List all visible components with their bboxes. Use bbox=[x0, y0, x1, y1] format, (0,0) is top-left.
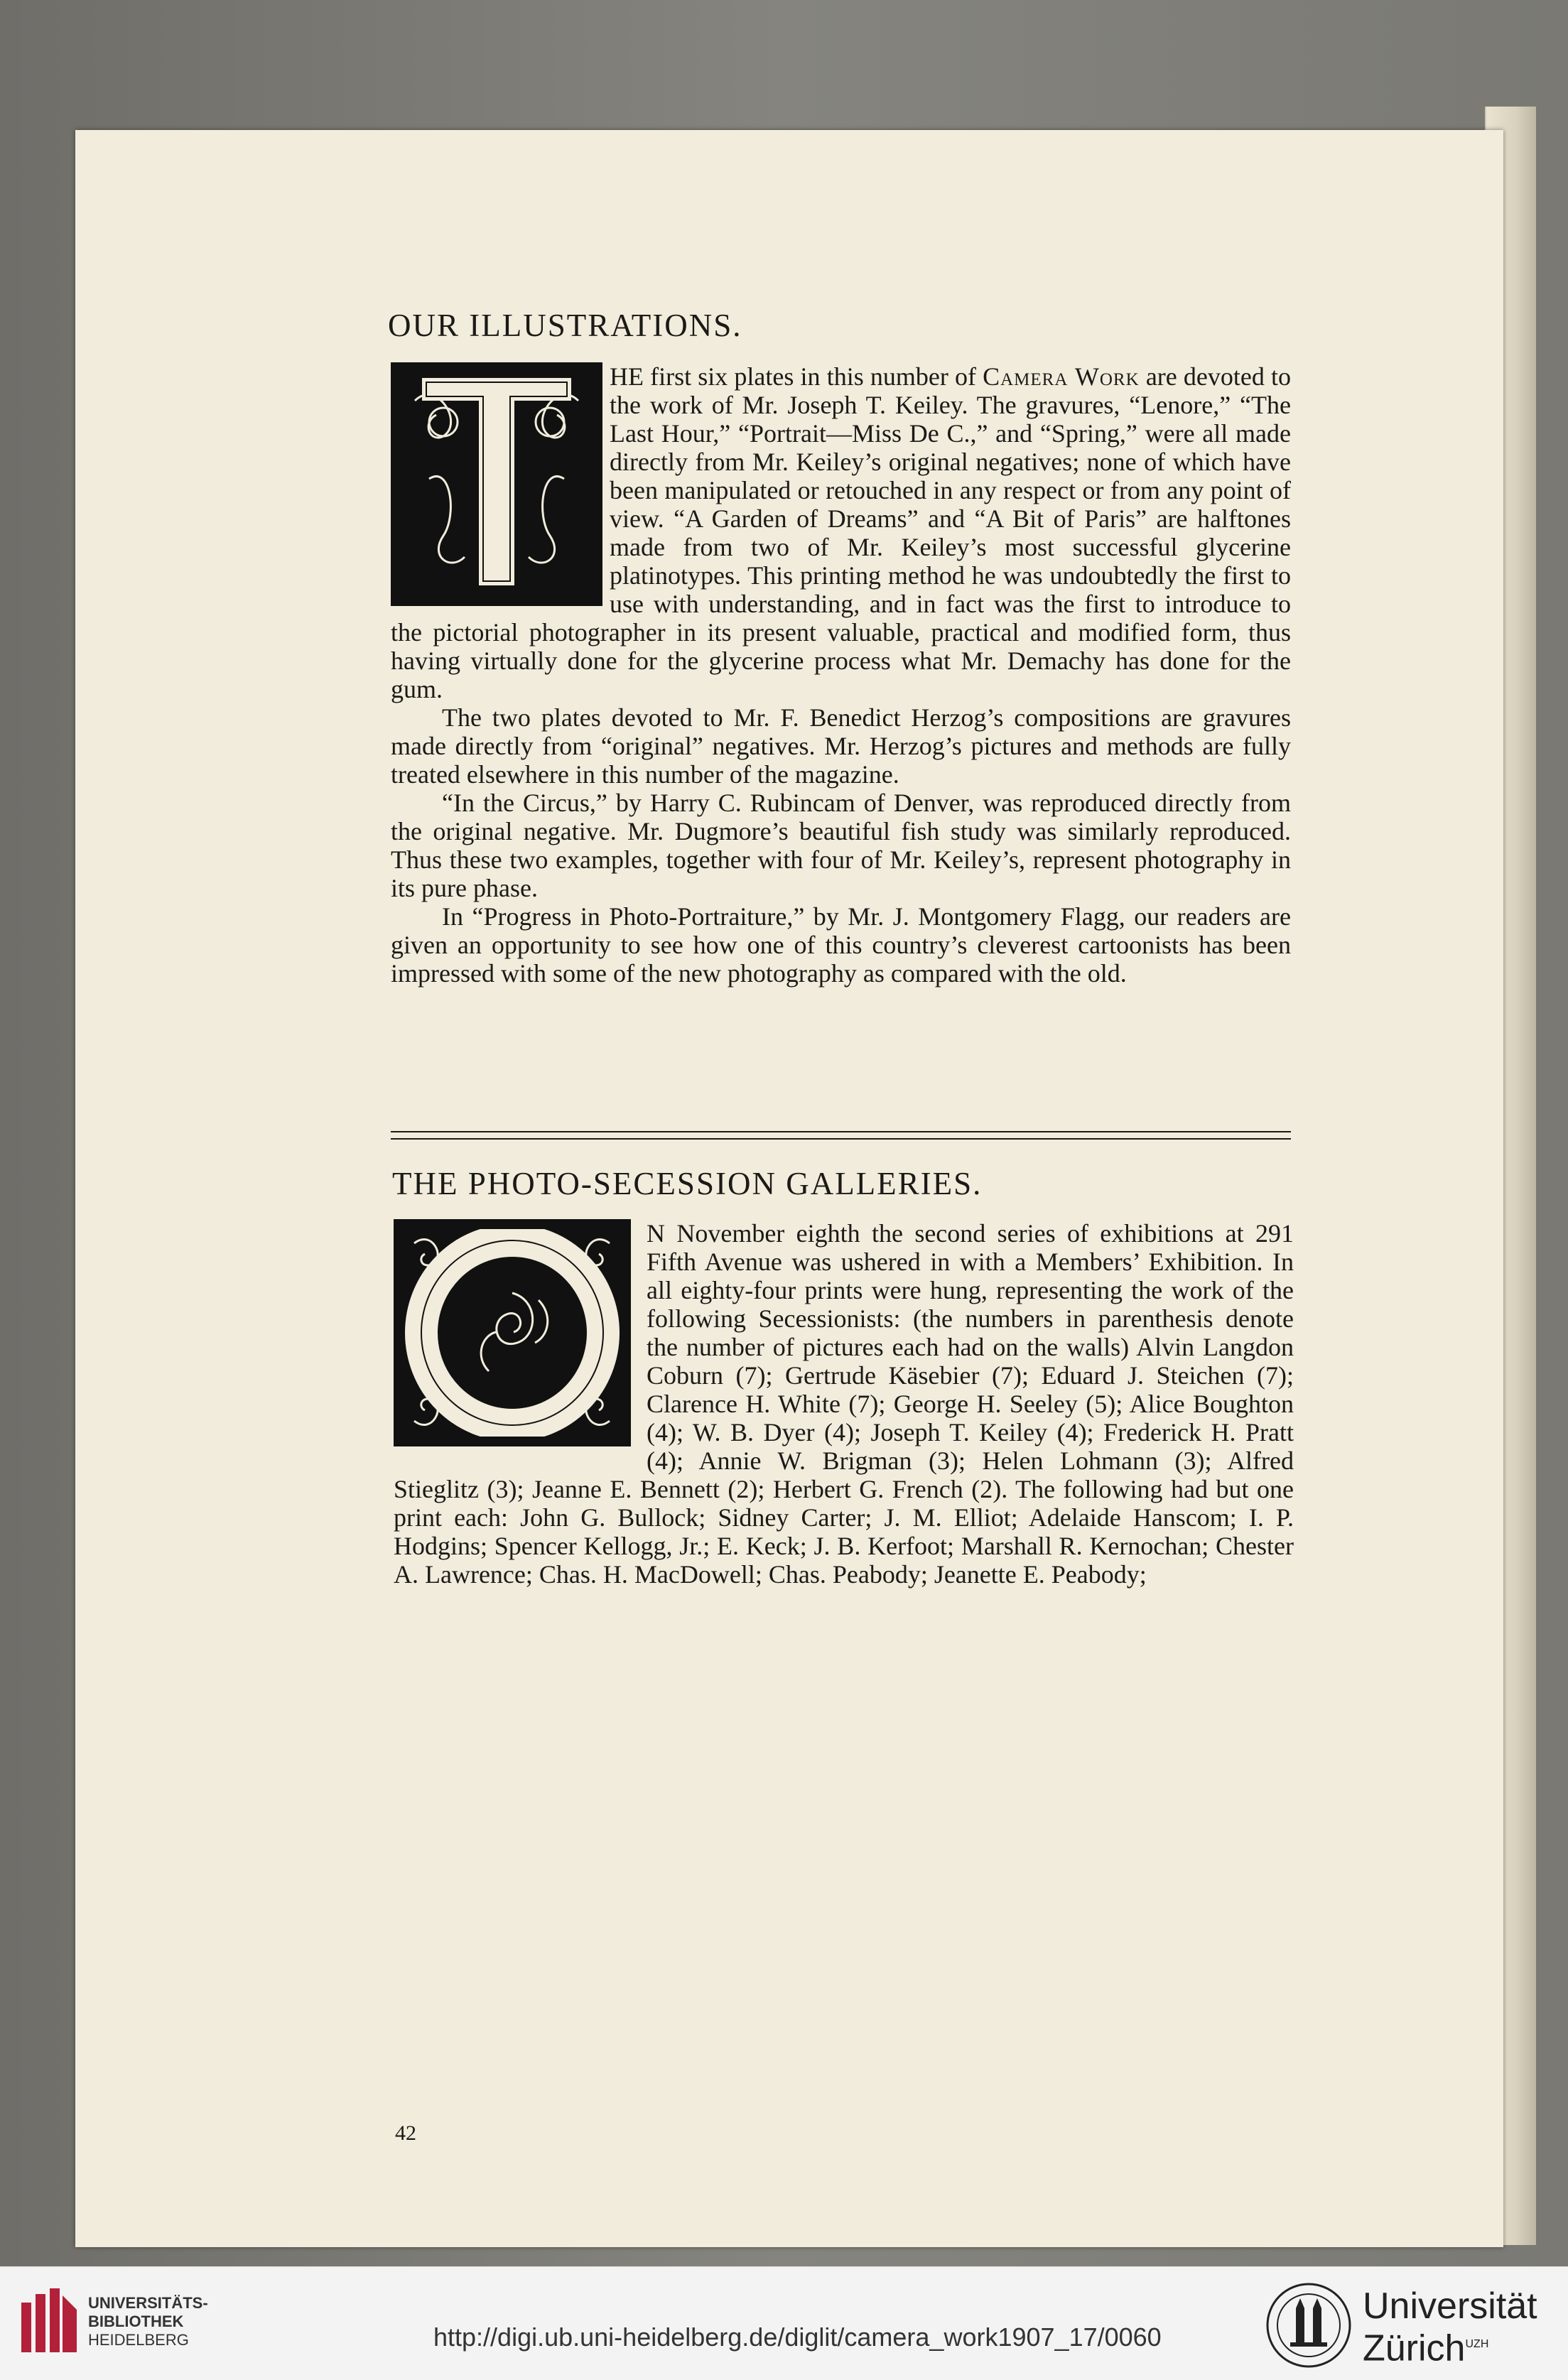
para1-rest: are devoted to the work of Mr. Joseph T. Keiley. The gravures, “Lenore,” “The Last Hour,” “Portrait—Miss De C.,” and “Spring,” were all made directly from Mr. Keiley’s original negatives; none of which have been manipulated or retouched in any respect or from any point of view. “A Garden of Dreams” and “A Bit of Paris” are halftones made from two of Mr. Keiley’s most successful glycerine platinotypes. This printing method he was undoubtedly the first to use with understanding, and in fact was the first to introduce to the pictorial photographer in its present valuable, practical and modified form, thus having virtually done for the glycerine process what Mr. Demachy has done for the gum. bbox=[391, 362, 1292, 703]
university-name bbox=[1363, 2287, 1537, 2367]
section-heading-galleries: THE PHOTO-SECESSION GALLERIES. bbox=[392, 1166, 983, 1201]
university-line-2: Zürich bbox=[1363, 2327, 1466, 2369]
uzh-seal-icon bbox=[1265, 2281, 1353, 2369]
university-library-logo-icon bbox=[21, 2288, 77, 2352]
section-divider-bottom bbox=[391, 1138, 1291, 1140]
para1-start: HE first six plates in this number of bbox=[610, 362, 983, 391]
library-line-2: BIBLIOTHEK bbox=[88, 2313, 184, 2330]
library-line-1: UNIVERSITÄTS- bbox=[88, 2294, 208, 2312]
portraiture-paragraph: In “Progress in Photo-Portraiture,” by Mr. J. Montgomery Flagg, our readers are given an opportunity to see how one of this country’s cleverest cartoonists has been impressed with some of the new photography as compared with the old. bbox=[391, 902, 1291, 988]
section-heading-illustrations: OUR ILLUSTRATIONS. bbox=[388, 308, 742, 343]
galleries-paragraph bbox=[394, 1219, 1294, 1589]
university-line-1: Universität bbox=[1363, 2286, 1537, 2327]
galleries-text: N November eighth the second series of exhibitions at 291 Fifth Avenue was ushered in with a Members’ Exhibition. In all eighty-four prints were hung, representing the work of the following Secessionists: (the numbers in parenthesis denote the number of pictures each had on the walls) Alvin Langdon Coburn (7); Gertrude Käsebier (7); Eduard J. Steichen (7); Clarence H. White (7); George H. Seeley (5); Alice Boughton (4); W. B. Dyer (4); Joseph T. Keiley (4); Frederick H. Pratt (4); Annie W. Brigman (3); Helen Lohmann (3); Alfred Stieglitz (3); Jeanne E. Bennett (2); Herbert G. French (2). The following had but one print each: John G. Bullock; Sidney Carter; J. M. Elliot; Adelaide Hanscom; I. P. Hodgins; Spencer Kellogg, Jr.; E. Keck; J. B. Kerfoot; Marshall R. Kernochan; Chester A. Lawrence; Chas. H. MacDowell; Chas. Peabody; Jeanette E. Peabody; bbox=[394, 1219, 1294, 1589]
library-line-3: HEIDELBERG bbox=[88, 2331, 189, 2349]
university-library-name bbox=[88, 2294, 208, 2349]
illustrations-intro-paragraph bbox=[391, 362, 1291, 988]
herzog-paragraph: The two plates devoted to Mr. F. Benedict Herzog’s compositions are gravures made directly from “original” negatives. Mr. Herzog’s pictures and methods are fully treated elsewhere in this number of the magazine. bbox=[391, 703, 1291, 789]
camera-work-brand: Camera Work bbox=[983, 362, 1140, 391]
permalink-url[interactable]: http://digi.ub.uni-heidelberg.de/diglit/camera_work1907_17/0060 bbox=[433, 2322, 1162, 2352]
university-sup: UZH bbox=[1465, 2338, 1489, 2350]
circus-paragraph: “In the Circus,” by Harry C. Rubincam of Denver, was reproduced directly from the original negative. Mr. Dugmore’s beautiful fish study was similarly reproduced. Thus these two examples, together with four of Mr. Keiley’s, represent photography in its pure phase. bbox=[391, 789, 1291, 902]
footer-bar bbox=[0, 2266, 1568, 2380]
section-divider-top bbox=[391, 1131, 1291, 1132]
page-number: 42 bbox=[395, 2121, 416, 2145]
